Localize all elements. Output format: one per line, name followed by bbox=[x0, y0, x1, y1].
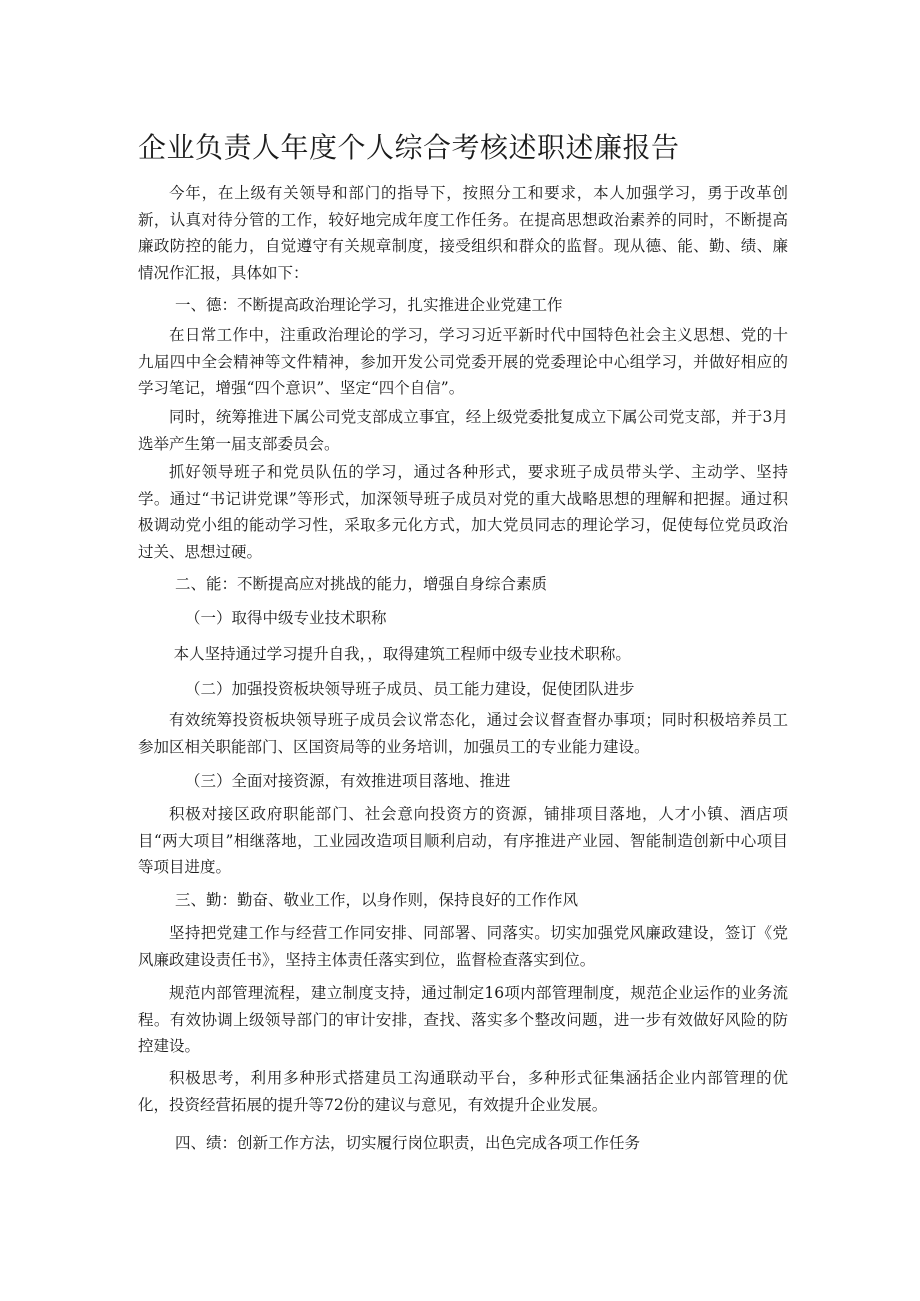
intro-paragraph: 今年，在上级有关领导和部门的指导下，按照分工和要求，本人加强学习，勇于改革创新，认真对待分管的工作，较好地完成年度工作任务。在提高思想政治素养的同时，不断提高廉政防控的能力，自觉遵守有关规章制度，接受组织和群众的监督。现从德、能、勤、绩、廉情况作汇报，具体如下： bbox=[138, 184, 788, 282]
section-heading-ji: 四、绩：创新工作方法，切实履行岗位职责，出色完成各项工作任务 bbox=[175, 1134, 641, 1152]
neng-sub-heading-1: （一）取得中级专业技术职称 bbox=[185, 609, 387, 627]
de-paragraph-2: 同时，统筹推进下属公司党支部成立事宜，经上级党委批复成立下属公司党支部，并于3月选举产生第一届支部委员会。 bbox=[138, 408, 788, 453]
qin-paragraph-3: 积极思考，利用多种形式搭建员工沟通联动平台，多种形式征集涵括企业内部管理的优化，投资经营拓展的提升等72份的建议与意见，有效提升企业发展。 bbox=[138, 1069, 788, 1114]
neng-sub-text-3: 积极对接区政府职能部门、社会意向投资方的资源，铺排项目落地，人才小镇、酒店项目“两大项目”相继落地，工业园改造项目顺利启动，有序推进产业园、智能制造创新中心项目等项目进度。 bbox=[138, 805, 788, 876]
neng-sub-text-1: 本人坚持通过学习提升自我，，取得建筑工程师中级专业技术职称。 bbox=[173, 645, 631, 663]
neng-sub-heading-2: （二）加强投资板块领导班子成员、员工能力建设，促使团队进步 bbox=[185, 680, 635, 698]
document-title: 企业负责人年度个人综合考核述职述廉报告 bbox=[138, 131, 680, 164]
qin-paragraph-2: 规范内部管理流程，建立制度支持，通过制定16项内部管理制度，规范企业运作的业务流程。有效协调上级领导部门的审计安排，查找、落实多个整改问题，进一步有效做好风险的防控建设。 bbox=[138, 984, 788, 1055]
de-paragraph-3: 抓好领导班子和党员队伍的学习，通过各种形式，要求班子成员带头学、主动学、坚持学。通过“书记讲党课”等形式，加深领导班子成员对党的重大战略思想的理解和把握。通过积极调动党小组的能动学习性，采取多元化方式，加大党员同志的理论学习，促使每位党员政治过关、思想过硬。 bbox=[138, 463, 788, 561]
de-paragraph-1: 在日常工作中，注重政治理论的学习，学习习近平新时代中国特色社会主义思想、党的十九届四中全会精神等文件精神，参加开发公司党委开展的党委理论中心组学习，并做好相应的学习笔记，增强“四个意识”、坚定“四个自信”。 bbox=[138, 326, 788, 397]
section-heading-qin: 三、勤：勤奋、敬业工作，以身作则，保持良好的工作作风 bbox=[175, 891, 579, 909]
qin-paragraph-1: 坚持把党建工作与经营工作同安排、同部署、同落实。切实加强党风廉政建设，签订《党风廉政建设责任书》，坚持主体责任落实到位，监督检查落实到位。 bbox=[138, 924, 788, 969]
neng-sub-text-2: 有效统筹投资板块领导班子成员会议常态化，通过会议督查督办事项；同时积极培养员工参加区相关职能部门、区国资局等的业务培训，加强员工的专业能力建设。 bbox=[138, 711, 788, 756]
section-heading-de: 一、德：不断提高政治理论学习，扎实推进企业党建工作 bbox=[175, 296, 563, 314]
section-heading-neng: 二、能：不断提高应对挑战的能力，增强自身综合素质 bbox=[175, 575, 548, 593]
neng-sub-heading-3: （三）全面对接资源，有效推进项目落地、推进 bbox=[185, 772, 511, 790]
